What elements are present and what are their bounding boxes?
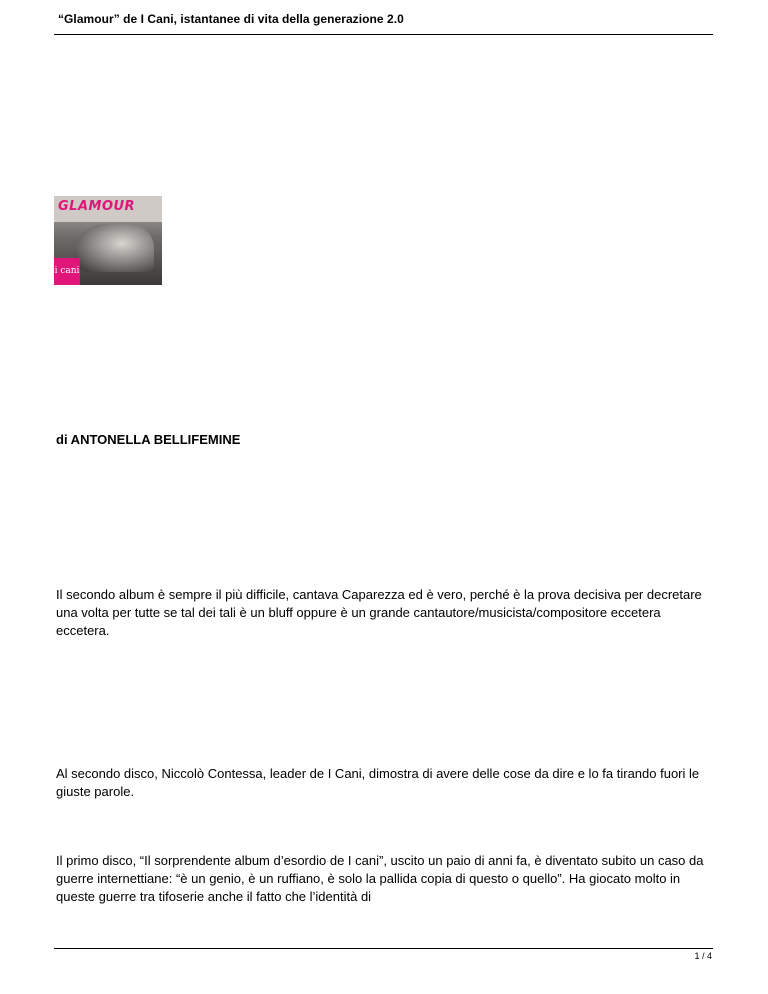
footer-divider	[54, 948, 713, 949]
album-cover-title: GLAMOUR	[58, 199, 136, 214]
header-divider	[54, 34, 713, 35]
album-cover-badge: i cani	[54, 258, 80, 285]
page-number: 1 / 4	[694, 951, 712, 961]
album-cover-photo	[74, 224, 154, 272]
album-cover-image	[54, 196, 162, 285]
author-byline: di ANTONELLA BELLIFEMINE	[56, 432, 241, 447]
article-paragraph: Al secondo disco, Niccolò Contessa, leader de I Cani, dimostra di avere delle cose da dire e lo fa tirando fuori le giuste parole.	[56, 766, 700, 799]
page-header-title: “Glamour” de I Cani, istantanee di vita della generazione 2.0	[58, 12, 404, 26]
article-paragraph: Il secondo album è sempre il più difficile, cantava Caparezza ed è vero, perché è la prova decisiva per decretare una volta per tutte se tal dei tali è un bluff oppure è un grande cantautore/musicista/compositore eccetera eccetera.	[56, 587, 702, 638]
article-paragraph: Il primo disco, “Il sorprendente album d’esordio de I cani”, uscito un paio di anni fa, è diventato subito un caso da guerre internettiane: “è un genio, è un ruffiano, è solo la pallida copia di questo o quello”. Ha giocato molto in queste guerre tra tifoserie anche il fatto che l’identità di	[56, 853, 704, 904]
